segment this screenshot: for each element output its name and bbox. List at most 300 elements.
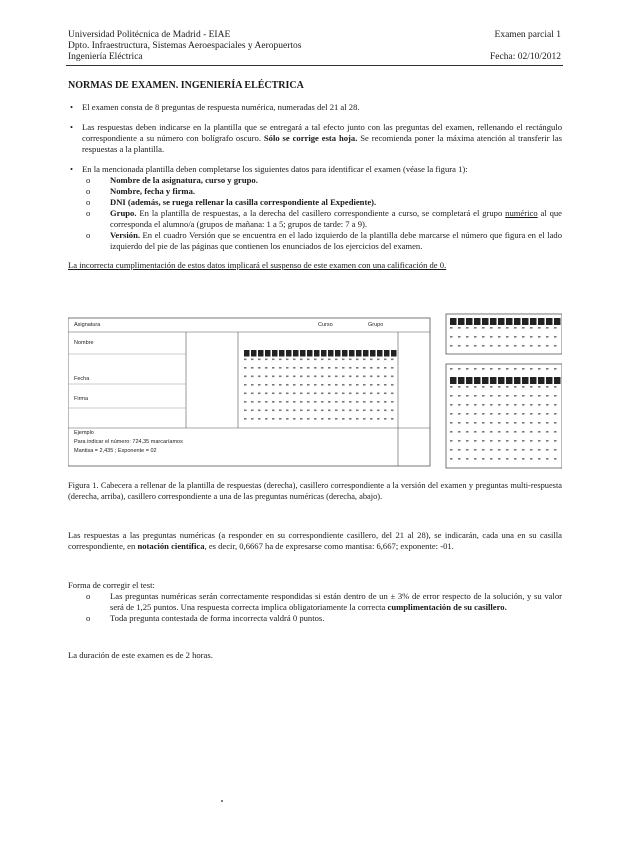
answer-sheet-bubble	[370, 359, 373, 361]
answer-sheet-bubble	[490, 422, 493, 424]
label-curso: Curso	[318, 322, 333, 328]
answer-sheet-bubble	[466, 345, 469, 347]
answer-sheet-bubble	[314, 376, 317, 378]
answer-sheet-bubble	[482, 413, 485, 415]
answer-sheet-bubble	[490, 327, 493, 329]
answer-sheet-bubble	[474, 318, 481, 325]
answer-sheet-bubble	[272, 410, 275, 412]
answer-sheet-bubble	[321, 401, 324, 403]
answer-sheet-bubble	[335, 393, 338, 395]
answer-sheet-bubble	[490, 440, 493, 442]
answer-sheet-bubble	[314, 418, 317, 420]
label-ejemplo-values: Mantisa = 2,435 ; Exponente = 02	[74, 448, 157, 454]
answer-sheet-bubble	[514, 413, 517, 415]
answer-sheet-bubble	[349, 367, 352, 369]
grading-item-2: o Toda pregunta contestada de forma incorrecta valdrá 0 puntos.	[86, 613, 325, 623]
answer-sheet-bubble	[482, 368, 485, 370]
answer-sheet-bubble	[458, 327, 461, 329]
answer-sheet-bubble	[490, 377, 497, 384]
answer-sheet-bubble	[498, 386, 501, 388]
answer-sheet-bubble	[482, 327, 485, 329]
answer-sheet-bubble	[514, 318, 521, 325]
answer-sheet-bubble	[286, 367, 289, 369]
answer-sheet-bubble	[384, 359, 387, 361]
answer-sheet-bubble	[498, 422, 501, 424]
answer-sheet-bubble	[335, 359, 338, 361]
answer-sheet-bubble	[490, 413, 493, 415]
answer-sheet-bubble	[349, 359, 352, 361]
answer-sheet-bubble	[335, 376, 338, 378]
answer-sheet-bubble	[474, 386, 477, 388]
answer-sheet-bubble	[293, 367, 296, 369]
answer-sheet-bubble	[258, 410, 261, 412]
institution-header	[68, 30, 301, 63]
answer-sheet-bubble	[530, 336, 533, 338]
answer-sheet-bubble	[450, 440, 453, 442]
answer-sheet-bubble	[466, 318, 473, 325]
answer-sheet-bubble	[356, 367, 359, 369]
answer-sheet-bubble	[506, 368, 509, 370]
answer-sheet-bubble	[498, 404, 501, 406]
answer-sheet-bubble	[474, 345, 477, 347]
answer-sheet-bubble	[514, 449, 517, 451]
label-grupo: Grupo	[368, 322, 384, 328]
answer-sheet-bubble	[506, 449, 509, 451]
answer-sheet-bubble	[530, 431, 533, 433]
answer-sheet-bubble	[514, 440, 517, 442]
answer-sheet-bubble	[363, 359, 366, 361]
answer-sheet-bubble	[391, 350, 397, 357]
answer-sheet-bubble	[546, 386, 549, 388]
answer-sheet-bubble	[498, 440, 501, 442]
answer-sheet-bubble	[391, 418, 394, 420]
answer-sheet-bubble	[349, 393, 352, 395]
answer-sheet-bubble	[530, 449, 533, 451]
answer-sheet-bubble	[522, 422, 525, 424]
answer-sheet-bubble	[279, 393, 282, 395]
answer-sheet-bubble	[506, 395, 509, 397]
answer-sheet-bubble	[279, 359, 282, 361]
answer-sheet-bubble	[342, 367, 345, 369]
answer-sheet-bubble	[286, 393, 289, 395]
answer-sheet-bubble	[522, 404, 525, 406]
answer-sheet-bubble	[342, 359, 345, 361]
answer-sheet-bubble	[554, 377, 561, 384]
answer-sheet-bubble	[370, 410, 373, 412]
answer-sheet-bubble	[258, 384, 261, 386]
numeric-tail: , es decir, 0,6667 ha de expresarse como mantisa: 6,667; exponente: -01.	[204, 541, 454, 551]
answer-sheet-bubble	[466, 377, 473, 384]
answer-sheet-bubble	[349, 376, 352, 378]
answer-sheet-bubble	[279, 401, 282, 403]
answer-sheet-bubble	[546, 368, 549, 370]
scan-speck	[221, 800, 223, 802]
answer-sheet-bubble	[490, 386, 493, 388]
answer-sheet-bubble	[244, 401, 247, 403]
answer-sheet-bubble	[377, 367, 380, 369]
answer-sheet-bubble	[498, 327, 501, 329]
answer-sheet-bubble	[265, 418, 268, 420]
answer-sheet-bubble	[554, 422, 557, 424]
answer-sheet-bubble	[522, 386, 525, 388]
answer-sheet-bubble	[506, 431, 509, 433]
answer-sheet-bubble	[522, 458, 525, 460]
answer-sheet-bubble	[328, 376, 331, 378]
answer-sheet-bubble	[506, 458, 509, 460]
answer-sheet-bubble	[546, 318, 553, 325]
answer-sheet-bubble	[506, 386, 509, 388]
answer-sheet-bubble	[538, 440, 541, 442]
answer-sheet-bubble	[514, 458, 517, 460]
answer-sheet-bubble	[498, 431, 501, 433]
answer-sheet-bubble	[458, 368, 461, 370]
answer-sheet-bubble	[498, 368, 501, 370]
answer-sheet-bubble	[514, 327, 517, 329]
sub-item-4: o Grupo. En la plantilla de respuestas, a la derecha del casillero correspondiente a curso, se completará el grupo numérico al que corresponda el alumno/a (grupos de mañana: 1 a 5; grupos de tarde: 7 a 9).	[86, 208, 562, 229]
sub-item-5: o Versión. En el cuadro Versión que se encuentra en el lado izquierdo de la plantilla debe marcarse el número que figura en el lado izquierdo del pie de las páginas que contienen los enunciados de los ejercicios del examen.	[86, 230, 562, 251]
answer-sheet-bubble	[458, 345, 461, 347]
answer-sheet-bubble	[474, 368, 477, 370]
answer-sheet-bubble	[530, 395, 533, 397]
answer-sheet-bubble	[458, 318, 465, 325]
answer-sheet-bubble	[265, 359, 268, 361]
answer-sheet-bubble	[279, 367, 282, 369]
answer-sheet-bubble	[363, 418, 366, 420]
answer-sheet-bubble	[293, 384, 296, 386]
answer-sheet-bubble	[328, 384, 331, 386]
answer-sheet-bubble	[328, 401, 331, 403]
figure-caption: Figura 1. Cabecera a rellenar de la plantilla de respuestas (derecha), casillero correspondiente a la versión del examen y preguntas multi-respuesta (derecha, arriba), casillero correspondiente a una de las preguntas numéricas (derecha, abajo).	[68, 481, 562, 501]
answer-sheet-bubble	[363, 367, 366, 369]
answer-sheet-bubble	[514, 395, 517, 397]
answer-sheet-bubble	[251, 384, 254, 386]
answer-sheet-bubble	[272, 359, 275, 361]
answer-sheet-bubble	[482, 449, 485, 451]
sub-item-1-text: Nombre de la asignatura, curso y grupo.	[110, 175, 258, 185]
answer-sheet-bubble	[546, 327, 549, 329]
answer-sheet-bubble	[554, 413, 557, 415]
answer-sheet-bubble	[450, 413, 453, 415]
answer-sheet-bubble	[474, 413, 477, 415]
answer-sheet-bubble	[321, 350, 327, 357]
answer-sheet-bubble	[251, 418, 254, 420]
answer-sheet-bubble	[300, 410, 303, 412]
answer-sheet-bubble	[321, 384, 324, 386]
exam-name: Examen parcial 1	[494, 30, 561, 40]
answer-sheet-bubble	[482, 377, 489, 384]
answer-sheet-bubble	[391, 367, 394, 369]
answer-sheet-bubble	[522, 395, 525, 397]
answer-sheet-bubble	[450, 377, 457, 384]
answer-sheet-bubble	[490, 318, 497, 325]
answer-sheet-bubble	[522, 368, 525, 370]
answer-sheet-bubble	[391, 410, 394, 412]
answer-sheet-bubble	[490, 336, 493, 338]
answer-sheet-bubble	[321, 376, 324, 378]
answer-sheet-bubble	[286, 350, 292, 357]
answer-sheet-bubble	[450, 404, 453, 406]
answer-sheet-bubble	[458, 395, 461, 397]
answer-sheet-bubble	[300, 359, 303, 361]
sub-item-2-text: Nombre, fecha y firma.	[110, 186, 196, 196]
answer-sheet-bubble	[530, 422, 533, 424]
exam-info-header	[490, 30, 561, 63]
answer-sheet-bubble	[554, 458, 557, 460]
answer-sheet-bubble	[530, 440, 533, 442]
answer-sheet-bubble	[363, 384, 366, 386]
answer-sheet-bubble	[377, 350, 383, 357]
answer-sheet-bubble	[356, 359, 359, 361]
answer-sheet-bubble	[363, 410, 366, 412]
answer-sheet-bubble	[251, 410, 254, 412]
answer-sheet-bubble	[286, 359, 289, 361]
answer-sheet-bubble	[370, 367, 373, 369]
answer-sheet-bubble	[272, 418, 275, 420]
answer-sheet-bubble	[522, 318, 529, 325]
answer-sheet-bubble	[546, 413, 549, 415]
answer-sheet-bubble	[258, 418, 261, 420]
answer-sheet-bubble	[314, 359, 317, 361]
answer-sheet-bubble	[251, 359, 254, 361]
answer-sheet-bubble	[514, 386, 517, 388]
answer-sheet-bubble	[450, 368, 453, 370]
answer-sheet-bubble	[370, 384, 373, 386]
answer-sheet-bubble	[554, 431, 557, 433]
answer-sheet-bubble	[498, 377, 505, 384]
answer-sheet-bubble	[314, 401, 317, 403]
answer-sheet-bubble	[554, 395, 557, 397]
answer-sheet-bubble	[482, 336, 485, 338]
answer-sheet-bubble	[458, 431, 461, 433]
label-asignatura: Asignatura	[74, 322, 101, 328]
label-ejemplo: Ejemplo	[74, 430, 94, 436]
answer-sheet-bubble	[335, 350, 341, 357]
answer-sheet-bubble	[482, 431, 485, 433]
sub-item-4-tail: al que corresponda el alumno/a (grupos de mañana: 1 a 5; grupos de tarde: 7 a 9).	[110, 208, 562, 229]
answer-sheet-bubble	[474, 377, 481, 384]
answer-sheet-bubble	[554, 440, 557, 442]
grading-item-1-text: Las preguntas numéricas serán correctamente respondidas si están dentro de un ± 3% de error respecto de la solución, y su valor será de 1,25 puntos. Una respuesta correcta implica obligatoriamente la correcta	[110, 591, 562, 612]
answer-sheet-bubble	[538, 449, 541, 451]
answer-sheet-bubble	[391, 376, 394, 378]
answer-sheet-bubble	[530, 377, 537, 384]
answer-sheet-bubble	[506, 422, 509, 424]
answer-sheet-bubble	[450, 345, 453, 347]
answer-sheet-bubble	[363, 393, 366, 395]
university-line: Universidad Politécnica de Madrid - EIAE	[68, 30, 231, 40]
answer-sheet-bubble	[554, 336, 557, 338]
answer-sheet-bubble	[554, 368, 557, 370]
answer-sheet-bubble	[546, 422, 549, 424]
answer-sheet-bubble	[466, 422, 469, 424]
header-rule	[66, 65, 563, 66]
sub-item-4-text: En la plantilla de respuestas, a la derecha del casillero correspondiente a curso, se completará el grupo	[136, 208, 506, 218]
answer-sheet-bubble	[458, 377, 465, 384]
answer-sheet-bubble	[279, 384, 282, 386]
numeric-text: Las respuestas a las preguntas numéricas (a responder en su correspondiente casillero, del 21 al 28), se indicarán, cada una en su casilla correspondiente, en	[68, 530, 562, 551]
answer-sheet-bubble	[293, 401, 296, 403]
answer-sheet-bubble	[279, 410, 282, 412]
answer-sheet-bubble	[506, 345, 509, 347]
answer-sheet-bubble	[244, 418, 247, 420]
answer-sheet-bubble	[356, 393, 359, 395]
answer-sheet-bubble	[335, 410, 338, 412]
answer-sheet-bubble	[370, 376, 373, 378]
answer-sheet-bubble	[356, 384, 359, 386]
answer-sheet-bubble	[300, 418, 303, 420]
answer-sheet-bubble	[272, 384, 275, 386]
answer-sheet-bubble	[300, 350, 306, 357]
answer-sheet-bubble	[293, 393, 296, 395]
answer-sheet-bubble	[377, 401, 380, 403]
answer-sheet-bubble	[530, 368, 533, 370]
answer-sheet-bubble	[377, 410, 380, 412]
answer-sheet-bubble	[522, 336, 525, 338]
warning-text: La incorrecta cumplimentación de estos datos implicará el suspenso de este examen con una calificación de 0.	[68, 260, 447, 270]
answer-sheet-bubble	[370, 418, 373, 420]
answer-sheet-bubble	[300, 376, 303, 378]
answer-sheet-bubble	[314, 350, 320, 357]
answer-sheet-bubble	[530, 413, 533, 415]
answer-sheet-bubble	[328, 350, 334, 357]
answer-sheet-bubble	[458, 386, 461, 388]
rule-item-1: • El examen consta de 8 preguntas de respuesta numérica, numeradas del 21 al 28.	[68, 102, 562, 113]
numeric-bold: notación científica	[137, 541, 205, 551]
sub-item-5-text: En el cuadro Versión que se encuentra en el lado izquierdo de la plantilla debe marcarse el número que figura en el lado izquierdo del pie de las páginas que contienen los enunciados de los ejercicios del examen.	[110, 230, 562, 251]
answer-sheet-bubble	[307, 410, 310, 412]
answer-sheet-bubble	[370, 401, 373, 403]
answer-sheet-bubble	[321, 410, 324, 412]
answer-sheet-bubble	[286, 418, 289, 420]
answer-sheet-figure	[68, 310, 562, 474]
exam-date: Fecha: 02/10/2012	[490, 52, 561, 62]
answer-sheet-bubble	[466, 458, 469, 460]
answer-sheet-bubble	[538, 431, 541, 433]
answer-sheet-bubble	[538, 422, 541, 424]
answer-sheet-bubble	[466, 386, 469, 388]
answer-sheet-bubble	[265, 376, 268, 378]
answer-sheet-bubble	[321, 393, 324, 395]
answer-sheet-bubble	[293, 376, 296, 378]
answer-sheet-bubble	[384, 384, 387, 386]
answer-sheet-bubble	[466, 413, 469, 415]
answer-sheet-bubble	[466, 440, 469, 442]
answer-sheet-bubble	[538, 336, 541, 338]
answer-sheet-bubble	[307, 393, 310, 395]
answer-sheet-bubble	[384, 401, 387, 403]
answer-sheet-bubble	[466, 431, 469, 433]
answer-sheet-bubble	[342, 376, 345, 378]
answer-sheet-bubble	[272, 393, 275, 395]
answer-sheet-bubble	[538, 413, 541, 415]
answer-sheet-bubble	[546, 336, 549, 338]
answer-sheet-bubble	[321, 359, 324, 361]
answer-sheet-bubble	[384, 350, 390, 357]
grading-section	[68, 580, 562, 624]
answer-sheet-bubble	[498, 318, 505, 325]
answer-sheet-bubble	[314, 393, 317, 395]
answer-sheet-bubble	[522, 413, 525, 415]
answer-sheet-bubble	[482, 318, 489, 325]
answer-sheet-bubble	[272, 367, 275, 369]
answer-sheet-bubble	[530, 386, 533, 388]
answer-sheet-bubble	[244, 367, 247, 369]
answer-sheet-bubble	[538, 386, 541, 388]
answer-sheet-bubble	[307, 350, 313, 357]
answer-sheet-bubble	[538, 458, 541, 460]
answer-sheet-bubble	[377, 376, 380, 378]
answer-sheet-bubble	[450, 431, 453, 433]
answer-sheet-bubble	[244, 410, 247, 412]
answer-sheet-bubble	[272, 376, 275, 378]
answer-sheet-bubble	[251, 401, 254, 403]
answer-sheet-bubble	[251, 376, 254, 378]
answer-sheet-bubble	[546, 377, 553, 384]
answer-sheet-bubble	[458, 422, 461, 424]
answer-sheet-bubble	[314, 384, 317, 386]
numeric-paragraph	[68, 530, 562, 552]
rule-item-2	[68, 122, 562, 155]
answer-sheet-bubble	[522, 431, 525, 433]
answer-sheet-bubble	[356, 401, 359, 403]
answer-sheet-bubble	[474, 458, 477, 460]
answer-sheet-bubble	[498, 395, 501, 397]
answer-sheet-bubble	[482, 458, 485, 460]
answer-sheet-bubble	[307, 401, 310, 403]
answer-sheet-bubble	[554, 318, 561, 325]
answer-sheet-bubble	[279, 418, 282, 420]
answer-sheet-bubble	[258, 393, 261, 395]
answer-sheet-bubble	[506, 336, 509, 338]
answer-sheet-bubble	[514, 345, 517, 347]
answer-sheet-bubble	[244, 384, 247, 386]
grading-item-2-text: Toda pregunta contestada de forma incorrecta valdrá 0 puntos.	[110, 613, 325, 623]
answer-sheet-bubble	[251, 367, 254, 369]
answer-sheet-bubble	[474, 431, 477, 433]
answer-sheet-bubble	[458, 440, 461, 442]
answer-sheet-bubble	[335, 401, 338, 403]
answer-sheet-bubble	[328, 359, 331, 361]
answer-sheet-bubble	[265, 367, 268, 369]
answer-sheet-bubble	[554, 449, 557, 451]
answer-sheet-bubble	[546, 345, 549, 347]
answer-sheet-bubble	[363, 350, 369, 357]
rules-section	[68, 102, 562, 271]
answer-sheet-bubble	[482, 386, 485, 388]
answer-sheet-bubble	[258, 376, 261, 378]
answer-sheet-bubble	[530, 458, 533, 460]
answer-sheet-bubble	[538, 368, 541, 370]
numeric-section	[68, 530, 562, 552]
answer-sheet-bubble	[335, 384, 338, 386]
answer-sheet-bubble	[538, 345, 541, 347]
answer-sheet-bubble	[546, 440, 549, 442]
answer-sheet-bubble	[482, 404, 485, 406]
answer-sheet-bubble	[538, 395, 541, 397]
answer-sheet-bubble	[328, 367, 331, 369]
answer-sheet-bubble	[458, 449, 461, 451]
answer-sheet-bubble	[258, 367, 261, 369]
answer-sheet-bubble	[328, 393, 331, 395]
answer-sheet-bubble	[450, 327, 453, 329]
grading-item-1-bold: cumplimentación de su casillero.	[387, 602, 507, 612]
department-line: Dpto. Infraestructura, Sistemas Aeroespaciales y Aeropuertos	[68, 41, 302, 51]
answer-sheet-bubble	[279, 376, 282, 378]
answer-sheet-bubble	[391, 384, 394, 386]
answer-sheet-bubble	[293, 410, 296, 412]
duration-text: La duración de este examen es de 2 horas.	[68, 650, 213, 660]
answer-sheet-bubble	[342, 384, 345, 386]
